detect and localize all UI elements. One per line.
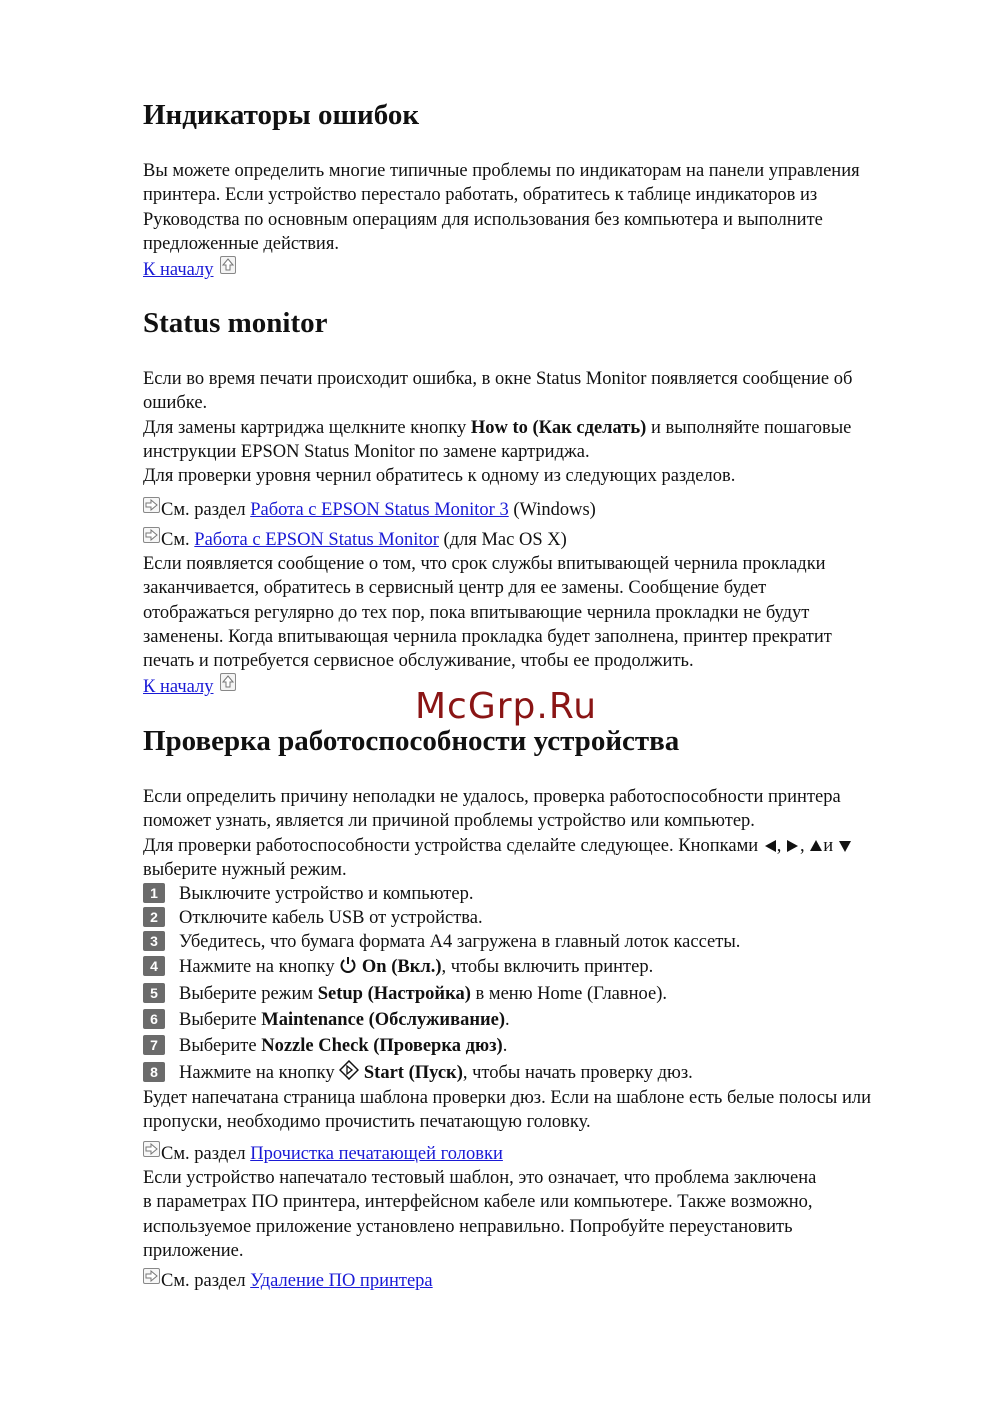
reference-mac: См. Работа с EPSON Status Monitor (для Mac OS X) — [143, 527, 567, 552]
text-line: приложение. — [143, 1240, 244, 1261]
text-line: ошибке. — [143, 393, 208, 414]
text-line: Для проверки работоспособности устройства сделайте следующее. Кнопками , , и — [143, 834, 933, 858]
back-to-top-link[interactable]: К началу — [143, 677, 214, 698]
status-monitor-3-link[interactable]: Работа с EPSON Status Monitor 3 — [250, 500, 509, 520]
step-item: 5 Выберите режим Setup (Настройка) в меню Home (Главное). — [143, 982, 667, 1006]
text-line: выберите нужный режим. — [143, 859, 347, 880]
power-icon — [339, 956, 357, 974]
step-item: 4 Нажмите на кнопку On (Вкл.), чтобы включить принтер. — [143, 955, 653, 979]
status-monitor-mac-link[interactable]: Работа с EPSON Status Monitor — [194, 530, 439, 550]
text-line: предложенные действия. — [143, 233, 339, 254]
step-number: 2 — [143, 907, 165, 927]
step-number: 8 — [143, 1062, 165, 1082]
reference-windows: См. раздел Работа с EPSON Status Monitor 3 (Windows) — [143, 497, 596, 522]
text-line: Вы можете определить многие типичные проблемы по индикаторам на панели управления — [143, 161, 860, 181]
head-cleaning-link[interactable]: Прочистка печатающей головки — [250, 1144, 503, 1164]
text-line: Для проверки уровня чернил обратитесь к одному из следующих разделов. — [143, 466, 736, 487]
paragraph-device-check — [143, 785, 933, 882]
heading-device-check: Проверка работоспособности устройства — [143, 725, 680, 757]
start-diamond-icon — [339, 1060, 359, 1080]
text-line: инструкции EPSON Status Monitor по замене картриджа. — [143, 441, 590, 462]
text-line: заканчивается, обратитесь в сервисный центр для ее замены. Сообщение будет — [143, 578, 767, 599]
text-line: принтера. Если устройство перестало работать, обратитесь к таблице индикаторов из — [143, 185, 818, 206]
step-item: 8 Нажмите на кнопку Start (Пуск), чтобы начать проверку дюз. — [143, 1060, 693, 1084]
text-line: заменены. Когда впитывающая чернила прокладка будет заполнена, принтер прекратит — [143, 626, 832, 647]
down-triangle-icon — [838, 839, 852, 853]
up-arrow-icon[interactable] — [220, 673, 236, 691]
heading-error-indicators: Индикаторы ошибок — [143, 99, 420, 131]
right-arrow-icon — [143, 497, 160, 513]
how-to-button-label: How to (Как сделать) — [470, 417, 647, 438]
left-triangle-icon — [763, 839, 777, 853]
text-line: Будет напечатана страница шаблона проверки дюз. Если на шаблоне есть белые полосы или — [143, 1088, 872, 1108]
reference-head-cleaning: См. раздел Прочистка печатающей головки — [143, 1141, 503, 1166]
right-arrow-icon — [143, 1268, 160, 1284]
step-number: 4 — [143, 956, 165, 976]
paragraph-ink-pad — [143, 552, 933, 698]
text-line: Руководства по основным операциям для использования без компьютера и выполните — [143, 209, 823, 230]
step-item: 1 Выключите устройство и компьютер. — [143, 882, 473, 906]
paragraph-software-issue — [143, 1166, 933, 1263]
step-item: 7 Выберите Nozzle Check (Проверка дюз). — [143, 1034, 507, 1058]
step-number: 5 — [143, 983, 165, 1003]
paragraph-error-indicators — [143, 159, 933, 280]
text-line: Если устройство напечатало тестовый шаблон, это означает, что проблема заключена — [143, 1168, 817, 1188]
text-line: Если во время печати происходит ошибка, в окне Status Monitor появляется сообщение об — [143, 369, 853, 389]
back-to-top-link[interactable]: К началу — [143, 260, 214, 281]
right-arrow-icon — [143, 527, 160, 543]
paragraph-status-monitor — [143, 367, 933, 488]
right-triangle-icon — [786, 839, 800, 853]
step-item: 3 Убедитесь, что бумага формата A4 загружена в главный лоток кассеты. — [143, 930, 740, 954]
reference-uninstall: См. раздел Удаление ПО принтера — [143, 1268, 433, 1293]
up-triangle-icon — [809, 839, 823, 853]
uninstall-software-link[interactable]: Удаление ПО принтера — [250, 1271, 433, 1291]
text-line: Для замены картриджа щелкните кнопку How to (Как сделать) и выполняйте пошаговые — [143, 417, 852, 438]
up-arrow-icon[interactable] — [220, 256, 236, 274]
paragraph-nozzle-result — [143, 1086, 933, 1135]
step-number: 3 — [143, 931, 165, 951]
text-line: Если появляется сообщение о том, что срок службы впитывающей чернила прокладки — [143, 554, 826, 574]
step-number: 6 — [143, 1009, 165, 1029]
text-line: печать и потребуется сервисное обслуживание, чтобы ее продолжить. — [143, 651, 694, 672]
watermark: McGrp.Ru — [414, 686, 598, 727]
text-line: используемое приложение установлено неправильно. Попробуйте переустановить — [143, 1216, 793, 1237]
right-arrow-icon — [143, 1141, 160, 1157]
text-line: в параметрах ПО принтера, интерфейсном кабеле или компьютере. Также возможно, — [143, 1192, 813, 1213]
text-line: Если определить причину неполадки не удалось, проверка работоспособности принтера — [143, 787, 841, 807]
step-number: 7 — [143, 1035, 165, 1055]
step-item: 2 Отключите кабель USB от устройства. — [143, 906, 483, 930]
step-item: 6 Выберите Maintenance (Обслуживание). — [143, 1008, 510, 1032]
heading-status-monitor: Status monitor — [143, 307, 328, 339]
text-line: пропуски, необходимо прочистить печатающую головку. — [143, 1112, 591, 1133]
text-line: поможет узнать, является ли причиной проблемы устройство или компьютер. — [143, 811, 755, 832]
step-number: 1 — [143, 883, 165, 903]
text-line: отображаться регулярно до тех пор, пока впитывающие чернила прокладки не будут — [143, 602, 810, 623]
